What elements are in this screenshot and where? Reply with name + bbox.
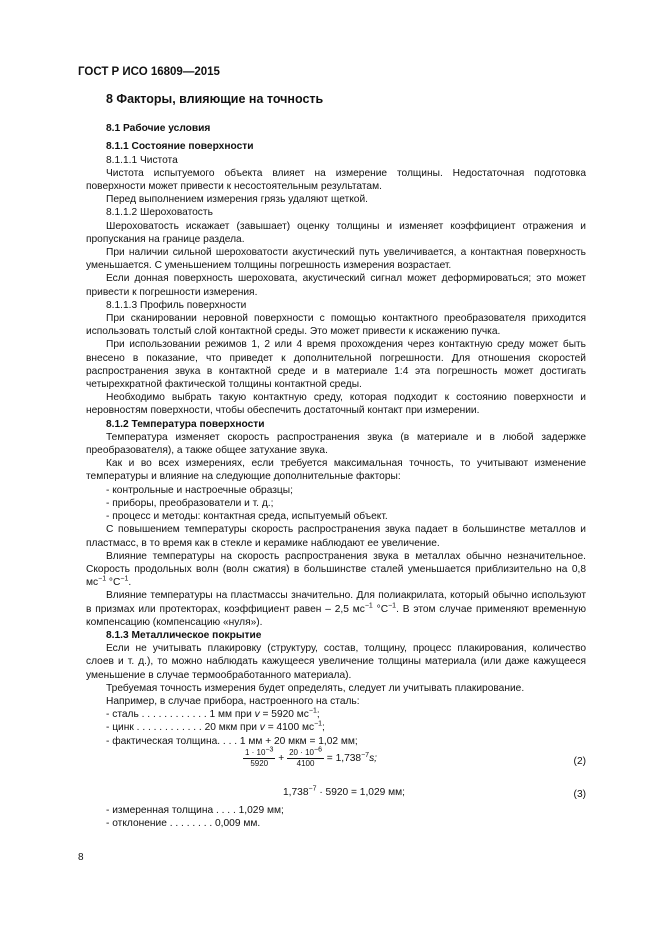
paragraph: Влияние температуры на скорость распространения звука в металлах обычно незначительное. Скорость продольных волн (волн сжатия) в большинстве сталей уменьшается приблизительно на 0,8 $мс^{-1}$ $^\circ С^{-1}$. [86, 550, 586, 589]
subsection-title-8-1: 8.1 Рабочие условия [106, 123, 211, 135]
page-body [86, 93, 586, 830]
paragraph: Если донная поверхность шероховата, акустический сигнал может деформироваться; это может привести к погрешности измерения. [86, 273, 586, 298]
paragraph: При сканировании неровной поверхности с помощью контактного преобразователя приходится использовать толстый слой контактной среды. Это может привести к искажению пучка. [86, 313, 586, 338]
subsection-title-8-1-2: 8.1.2 Температура поверхности [106, 418, 265, 430]
subsection-title-8-1-1-3: 8.1.1.3 Профиль поверхности [106, 299, 247, 311]
list-item: - измеренная толщина . . . . 1,029 мм; [106, 804, 284, 816]
fraction: $\frac{1 \cdot 10^{-3}}{5920}$ [245, 746, 274, 768]
list-item: - фактическая толщина. . . . 1 мм + 20 мкм = 1,02 мм; [106, 735, 358, 747]
paragraph: Перед выполнением измерения грязь удаляют щеткой. [106, 194, 368, 206]
subsection-title-8-1-1: 8.1.1 Состояние поверхности [106, 141, 254, 153]
paragraph: Если не учитывать плакировку (структуру, состав, толщину, процесс плакирования, количество слоев и т. д.), то можно наблюдать кажущееся увеличение толщины материала (или даже кажущееся уменьшение в случае термообработанного материала). [86, 643, 586, 681]
subsection-title-8-1-1-2: 8.1.1.2 Шероховатость [106, 207, 213, 219]
subsection-title-8-1-1-1: 8.1.1.1 Чистота [106, 154, 178, 166]
paragraph: Влияние температуры на пластмассы значительно. Для полиакрилата, который обычно используют в призмах или протекторах, коэффициент равен – 2,5 $мс^{-1}$ $^\circ С^{-1}$. В этом случае применяют временную компенсацию (компенсацию «нуля»). [86, 590, 586, 628]
page-number: 8 [78, 852, 84, 863]
paragraph: С повышением температуры скорость распространения звука падает в большинстве металлов и пластмасс, в то время как в стекле и керамике наблюдают ее увеличение. [86, 524, 586, 549]
equation-3: $1,738^{-7} \cdot 5920 = 1,029$ мм; (3) [283, 785, 586, 800]
paragraph: Чистота испытуемого объекта влияет на измерение толщины. Недостаточная подготовка поверхности может привести к несостоятельным результатам. [86, 167, 586, 193]
list-item: - процесс и методы: контактная среда, испытуемый объект. [106, 511, 388, 523]
list-item: - контрольные и настроечные образцы; [106, 484, 293, 496]
paragraph: Как и во всех измерениях, если требуется максимальная точность, то учитывают изменение температуры и влияние на следующие дополнительные факторы: [86, 458, 586, 483]
list-item: - цинк . . . . . . . . . . . . 20 мкм при v = 4100 $мс^{-1}$; [106, 720, 325, 734]
paragraph: Необходимо выбрать такую контактную среду, которая подходит к состоянию поверхности и неровностям поверхности, чтобы обеспечить достаточный контакт при измерении. [86, 392, 586, 417]
equation-2: $\frac{1 \cdot 10^{-3}}{5920}$ + $\frac{20 \cdot 10^{-6}}{4100}$ = $1,738^{-7}s$; (2) [245, 746, 586, 768]
list-item: - сталь . . . . . . . . . . . . 1 мм при v = 5920 $мс^{-1}$; [106, 707, 320, 721]
paragraph: Например, в случае прибора, настроенного на сталь: [106, 695, 360, 707]
list-item: - отклонение . . . . . . . . 0,009 мм. [106, 817, 261, 829]
equation-number: (3) [573, 788, 586, 800]
paragraph: При наличии сильной шероховатости акустический путь увеличивается, а контактная поверхность уменьшается. С уменьшением толщины погрешность измерения возрастает. [86, 247, 586, 272]
document-header: ГОСТ Р ИСО 16809—2015 [78, 66, 220, 78]
list-item: - приборы, преобразователи и т. д.; [106, 497, 274, 509]
equation-number: (2) [573, 755, 586, 767]
paragraph: Шероховатость искажает (завышает) оценку толщины и изменяет коэффициент отражения и пропускания на границе раздела. [86, 220, 586, 245]
paragraph: При использовании режимов 1, 2 или 4 время прохождения через контактную среду может быть внесено в показание, что приведет к дополнительной погрешности. Для отношения скоростей распространения звука в контактной среде и в материале 1:4 эта погрешность может достигать четырехкратной фактической толщины контактной среды. [86, 339, 586, 391]
paragraph: Температура изменяет скорость распространения звука (в материале и в любой задержке преобразователя), а также общее затухание звука. [86, 431, 586, 457]
section-title: 8 Факторы, влияющие на точность [106, 92, 324, 106]
subsection-title-8-1-3: 8.1.3 Металлическое покрытие [106, 629, 262, 641]
fraction: $\frac{20 \cdot 10^{-6}}{4100}$ [289, 746, 322, 768]
paragraph: Требуемая точность измерения будет определять, следует ли учитывать плакирование. [106, 682, 525, 694]
